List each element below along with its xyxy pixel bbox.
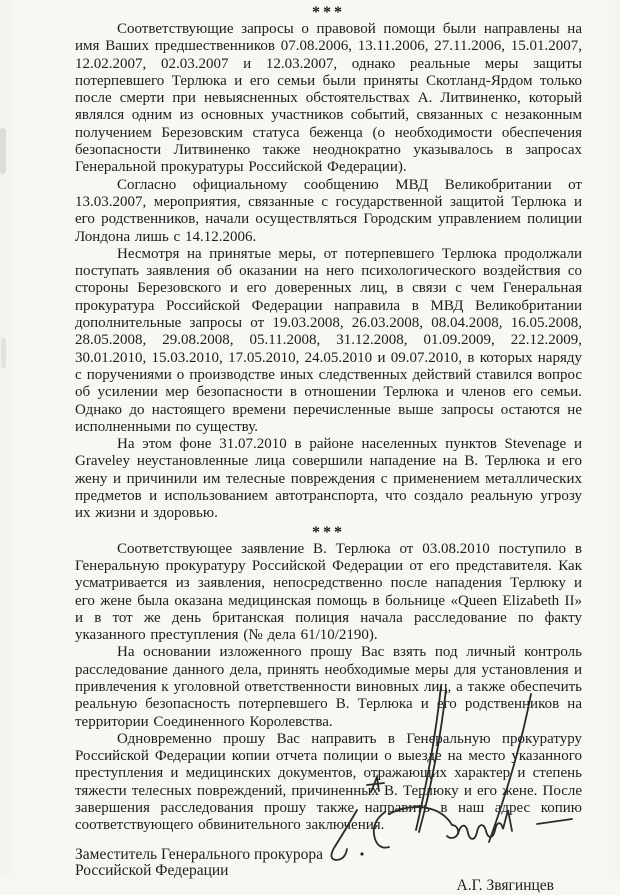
- paragraph-2: Согласно официальному сообщению МВД Великобритании от 13.03.2007, мероприятия, связанные с государственной защитой Терлюка и его родственников, начали осуществляться Городским управлением полиции Лондона лишь с 14.12.2006.: [75, 176, 582, 245]
- paragraph-3: Несмотря на принятые меры, от потерпевшего Терлюка продолжали поступать заявления об оказании на него психологического воздействия со стороны Березовского и его доверенных лиц, в связи с чем Генеральная прокуратура Российской Федерации направила в МВД Великобритании дополнительные запросы от 19.03.2008, 26.03.2008, 08.04.2008, 16.05.2008, 28.05.2008, 29.08.2008, 05.11.2008, 31.12.2008, 01.09.2009, 22.12.2009, 30.01.2010, 15.03.2010, 17.05.2010, 24.05.2010 и 09.07.2010, в которых наряду с поручениями о производстве иных следственных действий ставился вопрос об усилении мер безопасности в отношении Терлюка и членов его семьи. Однако до настоящего времени перечисленные выше запросы остаются не исполненными по существу.: [75, 245, 582, 435]
- scan-artifact: [1, 338, 6, 368]
- paragraph-4: На этом фоне 31.07.2010 в районе населенных пунктов Stevenage и Graveley неустановленные лица совершили нападение на В. Терлюка и его жену и причинили им телесные повреждения с применением металлических предметов и использованием автотранспорта, что создало реальную угрозу их жизни и здоровью.: [75, 436, 582, 522]
- section-separator-top: ***: [312, 4, 345, 21]
- paragraph-6: На основании изложенного прошу Вас взять под личный контроль расследование данного дела, принять необходимые меры для установления и привлечения к уголовной ответственности виновных лиц, а также обеспечить реальную безопасность потерпевшего В. Терлюка и его родственников на территории Соединенного Королевства.: [75, 644, 582, 730]
- signature-block: [75, 845, 582, 895]
- section-separator-middle: ***: [312, 523, 345, 541]
- signatory-name: А.Г. Звягинцев: [456, 876, 554, 894]
- paragraph-5: Соответствующее заявление В. Терлюка от 03.08.2010 поступило в Генеральную прокуратуру Российской Федерации от его представителя. Как усматривается из заявления, непосредственно после нападения Терлюку и его жене была оказана медицинская помощь в больнице «Queen Elizabeth II» и в тот же день британская полиция начала расследование по факту указанного преступления (№ дела 61/10/2190).: [75, 540, 582, 644]
- signatory-title-line2: Российской Федерации: [75, 862, 229, 880]
- paragraph-7: Одновременно прошу Вас направить в Генеральную прокуратуру Российской Федерации копии отчета полиции о выезде на место указанного преступления и медицинских документов, отражающих характер и степень тяжести телесных повреждений, причиненных В. Терлюку и его жене. После завершения расследования прошу также направить в наш адрес копию соответствующего обвинительного заключения.: [75, 730, 582, 834]
- signatory-title: [75, 847, 323, 880]
- paragraph-1: Соответствующие запросы о правовой помощи были направлены на имя Ваших предшественников 07.08.2006, 13.11.2006, 27.11.2006, 15.01.2007, 12.02.2007, 02.03.2007 и 12.03.2007, однако реальные меры защиты потерпевшего Терлюка и его семьи были приняты Скотланд-Ярдом только после смерти при невыясненных обстоятельствах А. Литвиненко, который являлся одним из основных участников событий, связанных с незаконным получением Березовским статуса беженца (о необходимости обеспечения безопасности Литвиненко также неоднократно указывалось в запросах Генеральной прокуратуры Российской Федерации).: [75, 21, 582, 176]
- signatory-title-line1: Заместитель Генерального прокурора: [75, 845, 324, 863]
- document-body: [75, 4, 582, 895]
- scan-artifact: [0, 128, 6, 174]
